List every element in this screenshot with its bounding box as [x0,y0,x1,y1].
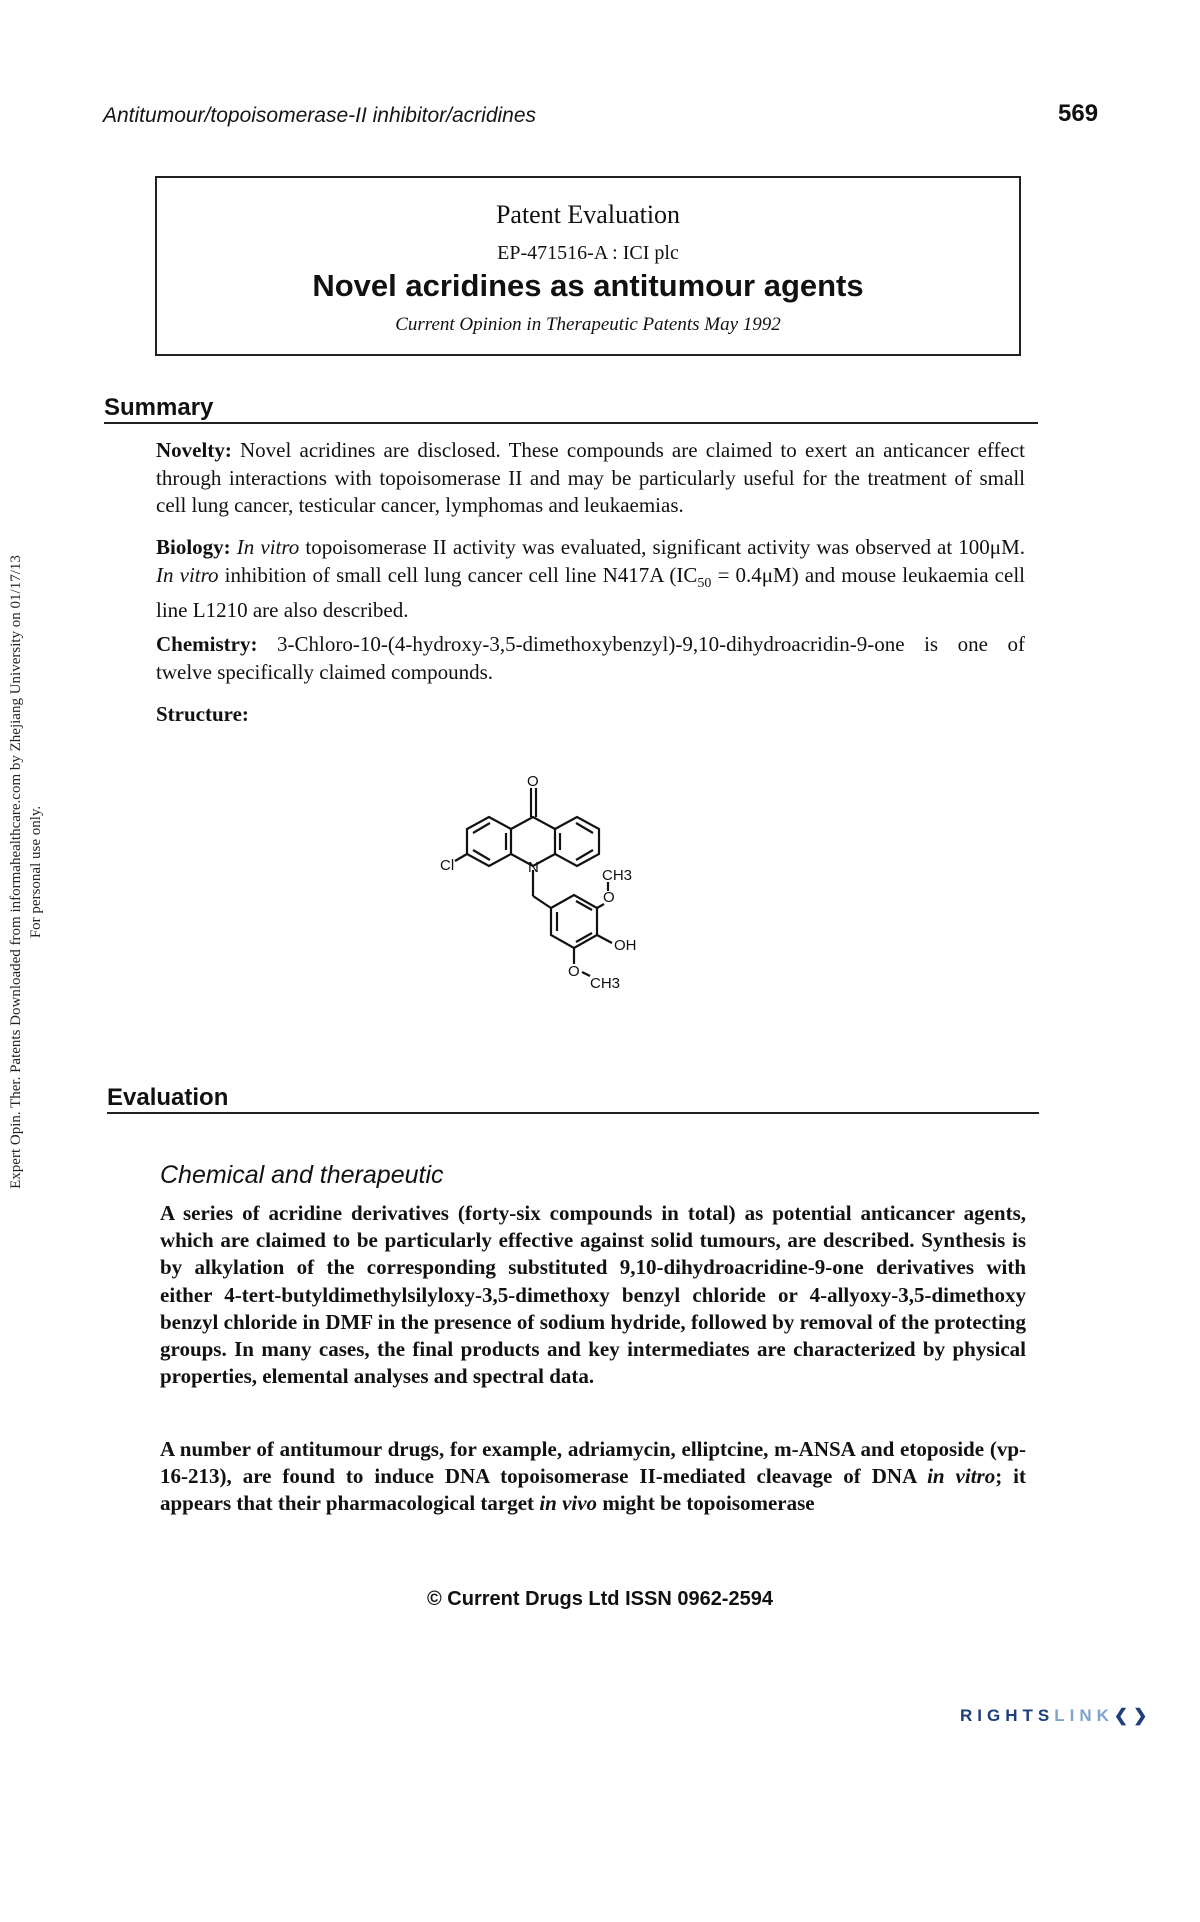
hydroxyl-label: OH [614,937,637,954]
page-number: 569 [1058,100,1099,127]
copyright-footer: © Current Drugs Ltd ISSN 0962-2594 [427,1588,773,1610]
rightslink-link: LINK [1054,1706,1114,1725]
evaluation-rule [107,1112,1039,1114]
biology-paragraph [156,534,1025,625]
carbonyl-oxygen-label: O [527,773,539,790]
download-notice [6,555,46,1922]
novelty-text: Novel acridines are disclosed. These compounds are claimed to exert an anticancer effect through interactions with topoisomerase II and may be particularly useful for the treatment of small cell lung cancer, testicular cancer, lymphomas and leukaemias. [156,438,1025,517]
summary-heading: Summary [104,394,214,421]
journal-citation: Current Opinion in Therapeutic Patents May 1992 [395,314,781,335]
methoxy-oxygen-bottom-label: O [568,963,580,980]
biology-text-3: = 0.4μM) and mouse leukaemia cell line L1210 are also described. [156,562,1025,623]
running-head: Antitumour/topoisomerase-II inhibitor/acridines [103,104,537,127]
chemistry-text: 3-Chloro-10-(4-hydroxy-3,5-dimethoxybenzyl)-9,10-dihydroacridin-9-one is one of twelve specifically claimed compounds. [156,632,1025,684]
biology-text-2: inhibition of small cell lung cancer cell line N417A (IC [224,562,698,587]
methoxy-oxygen-top-label: O [603,889,615,906]
evaluation-heading: Evaluation [107,1084,229,1111]
chemical-structure-diagram [440,760,720,1020]
rightslink-arrows-icon: ❮❯ [1113,1706,1153,1725]
central-ring-top [511,817,555,829]
biology-text-1: topoisomerase II activity was evaluated, significant activity was observed at 100μM. [305,535,1025,559]
in-vitro-1: In vitro [236,535,300,559]
para2-text-c: might be topoisomerase [602,1491,815,1516]
para2-text-a: A number of antitumour drugs, for example, adriamycin, elliptcine, m-ANSA and etoposide (vp-16-213), are found to induce DNA topoisomerase II-mediated cleavage of DNA [160,1437,1026,1489]
evaluation-paragraph-2 [160,1436,1026,1518]
methyl-top-label: CH3 [602,867,633,884]
structure-label: Structure: [156,702,249,726]
download-notice-line-1: Expert Opin. Ther. Patents Downloaded from informahealthcare.com by Zhejiang University on 01/17/13 [8,555,24,1189]
patent-evaluation-box [155,176,1021,356]
download-notice-line-2: For personal use only. [28,805,44,939]
para2-text-b: ; it appears that their pharmacological target [160,1464,1027,1516]
novelty-paragraph [156,437,1025,520]
structure-paragraph [156,701,1025,729]
nitrogen-label: N [528,859,539,876]
chemistry-label: Chemistry: [156,632,258,656]
rightslink-rights: RIGHTS [960,1706,1055,1725]
chemical-therapeutic-subheading: Chemical and therapeutic [160,1161,444,1189]
evaluation-paragraph-1: A series of acridine derivatives (forty-six compounds in total) as potential anticancer agents, which are claimed to be particularly effective against solid tumours, are described. Synthesis is by alkylation of the corresponding substituted 9,10-dihydroacridine-9-one derivatives with either 4-tert-butyldimethylsilyloxy-3,5-dimethoxy benzyl chloride or 4-allyoxy-3,5-dimethoxy benzyl chloride in DMF in the presence of sodium hydride, followed by removal of the protecting groups. In many cases, the final products and key intermediates are characterized by physical properties, elemental analyses and spectral data. [160,1201,1026,1389]
chlorine-label: Cl [440,857,455,874]
summary-rule [104,422,1038,424]
para2-in-vitro: in vitro [927,1464,996,1489]
biology-label: Biology: [156,535,231,559]
patent-reference: EP-471516-A : ICI plc [497,242,679,264]
chemistry-paragraph [156,631,1025,686]
box-label: Patent Evaluation [495,200,681,229]
novelty-label: Novelty: [156,438,232,462]
rightslink-logo[interactable] [960,1706,1152,1726]
ic50-subscript: 50 [697,575,712,591]
methyl-bottom-label: CH3 [590,975,621,992]
article-title: Novel acridines as antitumour agents [312,268,864,303]
para2-in-vivo: in vivo [539,1491,598,1516]
in-vitro-2: In vitro [156,562,219,587]
